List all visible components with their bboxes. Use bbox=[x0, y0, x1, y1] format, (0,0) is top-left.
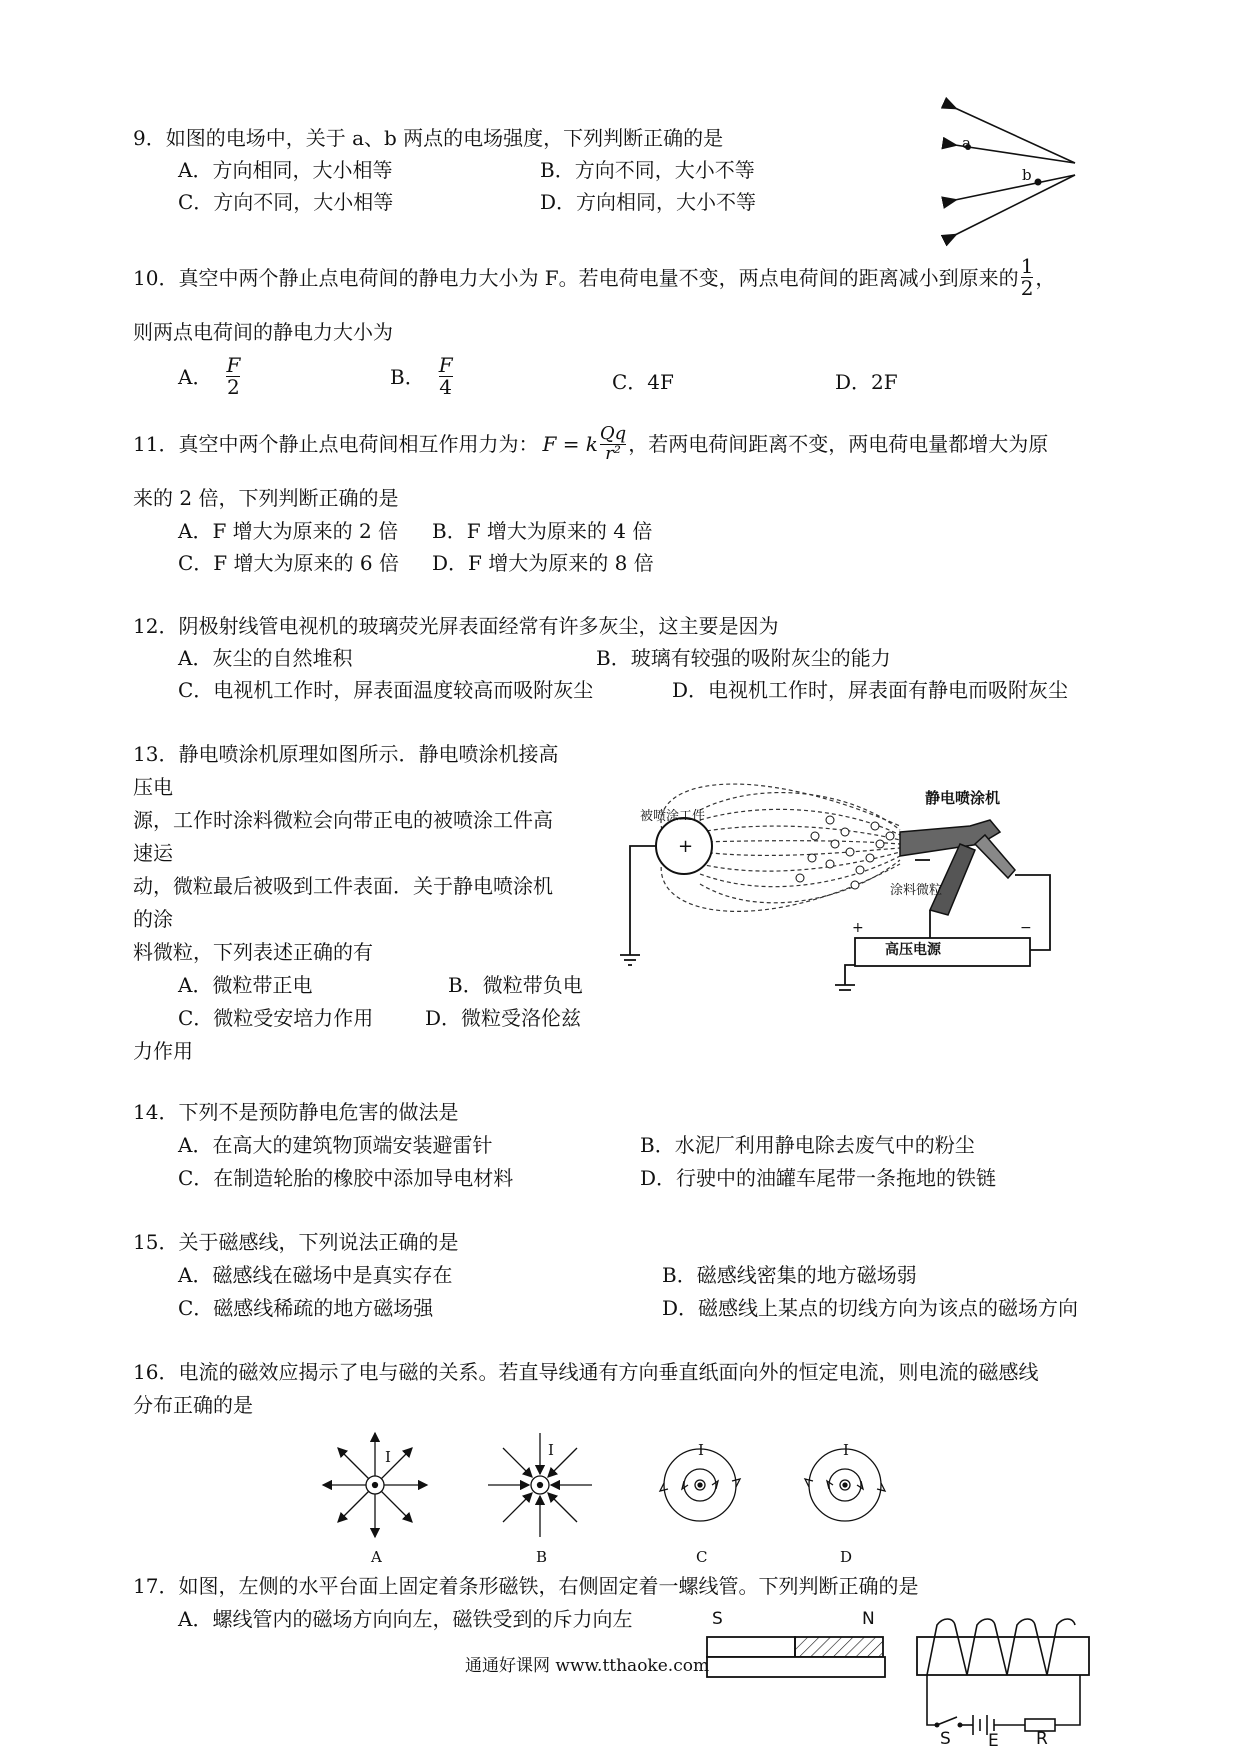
q13-line2: 压电 bbox=[133, 775, 173, 799]
q13-line1: 13．静电喷涂机原理如图所示．静电喷涂机接高 bbox=[133, 742, 559, 766]
q15-stem: 15．关于磁感线，下列说法正确的是 bbox=[133, 1230, 459, 1254]
q12-option-d: D．电视机工作时，屏表面有静电而吸附灰尘 bbox=[672, 678, 1069, 702]
q13-fig-power-label: 高压电源 bbox=[885, 942, 941, 958]
q9-stem: 9．如图的电场中，关于 a、b 两点的电场强度，下列判断正确的是 bbox=[133, 126, 724, 150]
spray-gun bbox=[900, 820, 1015, 915]
q16-label-d: D bbox=[840, 1548, 853, 1566]
q10-option-b-fraction bbox=[439, 355, 453, 398]
q12-option-b: B．玻璃有较强的吸附灰尘的能力 bbox=[596, 646, 891, 670]
q12-stem: 12．阴极射线管电视机的玻璃荧光屏表面经常有许多灰尘，这主要是因为 bbox=[133, 614, 779, 638]
q10-frac-den: 2 bbox=[1020, 276, 1034, 300]
ground-symbols bbox=[620, 860, 930, 990]
q13-fig-sprayer-label: 静电喷涂机 bbox=[925, 789, 1001, 807]
q11-formula-den: r² bbox=[605, 442, 621, 464]
q13-option-b: B．微粒带负电 bbox=[448, 973, 583, 997]
q17-pole-n: N bbox=[862, 1609, 875, 1629]
q10-stem-line1 bbox=[133, 256, 1055, 299]
svg-text:+: + bbox=[678, 836, 694, 857]
svg-text:+: + bbox=[852, 920, 864, 936]
magnet-s-half bbox=[707, 1637, 795, 1657]
q15-option-a: A．磁感线在磁场中是真实存在 bbox=[178, 1263, 453, 1287]
q12-option-c: C．电视机工作时，屏表面温度较高而吸附灰尘 bbox=[178, 678, 594, 702]
q16-current-label-d: I bbox=[843, 1441, 849, 1459]
q17-label-resistor: R bbox=[1036, 1729, 1048, 1749]
q11-stem-post: ，若两电荷间距离不变，两电荷电量都增大为原 bbox=[628, 432, 1049, 457]
point-b bbox=[1035, 179, 1042, 186]
q11-option-a: A．F 增大为原来的 2 倍 bbox=[178, 519, 399, 543]
q13-option-d-cont: 力作用 bbox=[133, 1039, 193, 1063]
svg-text:−: − bbox=[1020, 920, 1032, 936]
q14-option-d: D．行驶中的油罐车尾带一条拖地的铁链 bbox=[640, 1166, 997, 1190]
q16-stem-line2: 分布正确的是 bbox=[133, 1393, 253, 1417]
q16-current-label-b: I bbox=[548, 1441, 554, 1459]
q13-fig-workpiece-label: 被喷涂工件 bbox=[640, 809, 706, 824]
q15-option-b: B．磁感线密集的地方磁场弱 bbox=[662, 1263, 917, 1287]
q14-option-c: C．在制造轮胎的橡胶中添加导电材料 bbox=[178, 1166, 514, 1190]
q16-options-figure bbox=[320, 1425, 900, 1565]
q9-option-b: B．方向不同，大小不等 bbox=[540, 158, 755, 182]
q10-option-a-fraction bbox=[226, 355, 240, 398]
q16-current-label-a: I bbox=[385, 1448, 391, 1466]
q10-stem-pre: 10．真空中两个静止点电荷间的静电力大小为 F。若电荷电量不变，两点电荷间的距离减小到原来的 bbox=[133, 265, 1019, 290]
q10-option-a-label: A． bbox=[178, 364, 213, 389]
q16-option-b-diagram bbox=[488, 1433, 592, 1537]
q16-option-a-diagram bbox=[323, 1433, 427, 1537]
q16-label-b: B bbox=[536, 1548, 548, 1566]
magnet-n-half bbox=[795, 1637, 883, 1657]
q13-line7: 料微粒，下列表述正确的有 bbox=[133, 940, 373, 964]
q10-option-b-num: F bbox=[438, 353, 453, 377]
q10-option-b-label: B． bbox=[390, 364, 425, 389]
footer-watermark: 通通好课网 www.tthaoke.com bbox=[465, 1656, 710, 1676]
q13-option-a: A．微粒带正电 bbox=[178, 973, 313, 997]
q10-option-a bbox=[178, 355, 240, 398]
q17-pole-s: S bbox=[712, 1609, 723, 1629]
q16-label-c: C bbox=[696, 1548, 708, 1566]
q10-stem-line2: 则两点电荷间的静电力大小为 bbox=[133, 320, 393, 344]
q17-stem: 17．如图，左侧的水平台面上固定着条形磁铁，右侧固定着一螺线管。下列判断正确的是 bbox=[133, 1574, 919, 1598]
q9-label-a: a bbox=[962, 134, 971, 152]
q10-option-d: D．2F bbox=[835, 370, 898, 394]
q10-option-b-den: 4 bbox=[439, 375, 453, 399]
q15-option-d: D．磁感线上某点的切线方向为该点的磁场方向 bbox=[662, 1296, 1079, 1320]
q9-option-c: C．方向不同，大小相等 bbox=[178, 190, 394, 214]
q17-label-switch: S bbox=[940, 1729, 951, 1749]
q9-option-d: D．方向相同，大小不等 bbox=[540, 190, 757, 214]
q13-line3: 源，工作时涂料微粒会向带正电的被喷涂工件高 bbox=[133, 808, 553, 832]
q10-option-c: C．4F bbox=[612, 370, 674, 394]
q16-label-a: A bbox=[371, 1548, 382, 1566]
q17-option-a: A．螺线管内的磁场方向向左，磁铁受到的斥力向左 bbox=[178, 1607, 633, 1631]
q11-stem-pre: 11．真空中两个静止点电荷间相互作用力为： bbox=[133, 432, 539, 457]
q10-fraction bbox=[1021, 256, 1034, 299]
q9-label-b: b bbox=[1022, 166, 1032, 184]
q10-option-a-den: 2 bbox=[227, 375, 240, 399]
q11-option-d: D．F 增大为原来的 8 倍 bbox=[432, 551, 654, 575]
q9-option-a: A．方向相同，大小相等 bbox=[178, 158, 393, 182]
q15-option-c: C．磁感线稀疏的地方磁场强 bbox=[178, 1296, 434, 1320]
q11-formula-lhs: F = k bbox=[542, 432, 598, 457]
q14-option-a: A．在高大的建筑物顶端安装避雷针 bbox=[178, 1133, 493, 1157]
switch-s bbox=[937, 1717, 957, 1725]
q12-option-a: A．灰尘的自然堆积 bbox=[178, 646, 353, 670]
q11-option-c: C．F 增大为原来的 6 倍 bbox=[178, 551, 399, 575]
q16-stem-line1: 16．电流的磁效应揭示了电与磁的关系。若直导线通有方向垂直纸面向外的恒定电流，则电流的磁感线 bbox=[133, 1360, 1039, 1384]
q11-option-b: B．F 增大为原来的 4 倍 bbox=[432, 519, 653, 543]
q13-fig-particles-label: 涂料微粒 bbox=[890, 883, 943, 898]
q14-option-b: B．水泥厂利用静电除去废气中的粉尘 bbox=[640, 1133, 975, 1157]
field-line-4 bbox=[955, 175, 1075, 235]
q17-label-battery: E bbox=[988, 1731, 999, 1751]
q13-option-c: C．微粒受安培力作用 bbox=[178, 1006, 374, 1030]
q14-stem: 14．下列不是预防静电危害的做法是 bbox=[133, 1100, 459, 1124]
table-top bbox=[707, 1657, 885, 1677]
q10-frac-num: 1 bbox=[1020, 254, 1034, 278]
q17-circuit bbox=[927, 1675, 1080, 1735]
q13-option-d: D．微粒受洛伦兹 bbox=[425, 1006, 582, 1030]
q13-line6: 的涂 bbox=[133, 907, 173, 931]
power-supply-box bbox=[855, 938, 1030, 966]
q10-option-a-num: F bbox=[226, 353, 241, 377]
q16-current-label-c: I bbox=[698, 1441, 704, 1459]
q11-stem-line2: 来的 2 倍，下列判断正确的是 bbox=[133, 486, 399, 510]
q10-stem-post: ， bbox=[1035, 265, 1056, 290]
q13-line4: 速运 bbox=[133, 841, 173, 865]
field-line-3 bbox=[955, 175, 1075, 200]
q10-option-b bbox=[390, 355, 453, 398]
q13-line5: 动，微粒最后被吸到工件表面．关于静电喷涂机 bbox=[133, 874, 553, 898]
q11-formula-num: Qq bbox=[599, 423, 627, 444]
q11-formula-fraction bbox=[600, 425, 626, 464]
q11-stem-line1 bbox=[133, 425, 1048, 464]
q9-electric-field-figure bbox=[950, 100, 1080, 245]
